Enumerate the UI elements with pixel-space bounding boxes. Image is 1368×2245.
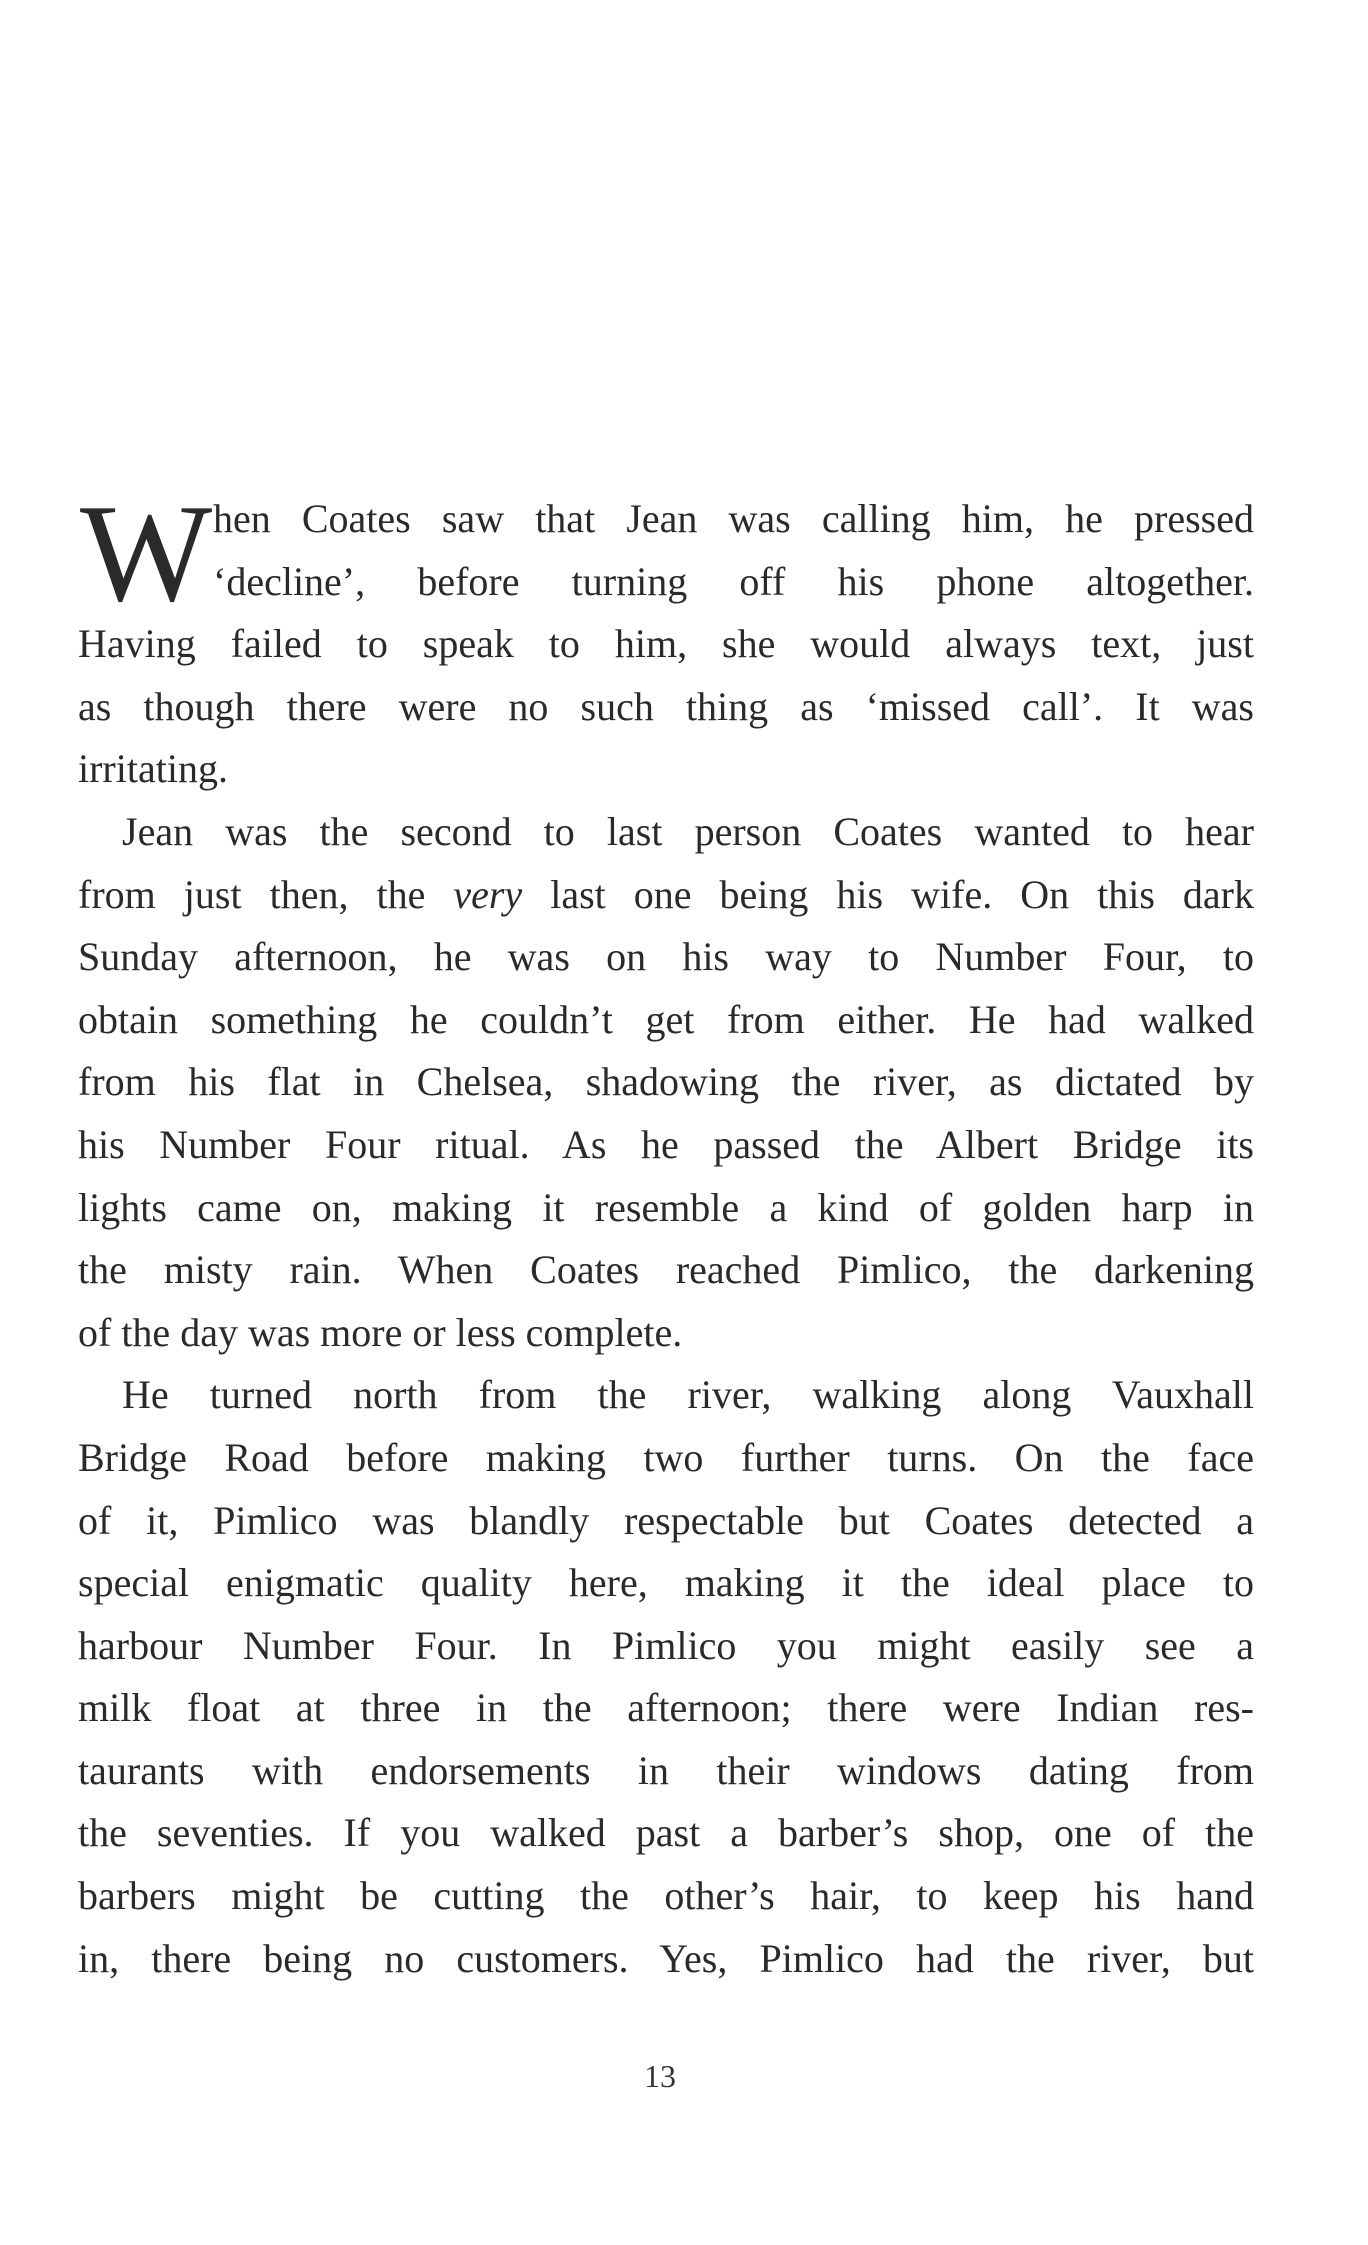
body-text <box>78 488 1254 1990</box>
text-line <box>78 1865 1254 1928</box>
page-number: 13 <box>644 2058 676 2094</box>
text-segment: in, there being no customers. Yes, Pimlico had the river, but <box>78 1935 1254 1981</box>
text-segment: from just then, the <box>78 871 454 917</box>
text-line <box>78 1114 1254 1177</box>
text-line <box>78 1177 1254 1240</box>
text-line <box>78 1051 1254 1114</box>
text-line <box>78 1802 1254 1865</box>
text-line <box>78 1677 1254 1740</box>
text-segment: irritating. <box>78 746 228 792</box>
text-segment: as though there were no such thing as ‘missed call’. It was <box>78 683 1254 729</box>
text-line <box>78 926 1254 989</box>
text-line <box>78 488 1254 551</box>
text-line <box>78 551 1254 614</box>
text-segment: obtain something he couldn’t get from either. He had walked <box>78 996 1254 1042</box>
text-line <box>78 1364 1254 1427</box>
text-segment: taurants with endorsements in their windows dating from <box>78 1747 1254 1793</box>
text-segment: Bridge Road before making two further turns. On the face <box>78 1434 1254 1480</box>
text-segment: barbers might be cutting the other’s hair, to keep his hand <box>78 1873 1254 1919</box>
drop-cap: W <box>80 476 213 631</box>
text-line <box>78 989 1254 1052</box>
text-line <box>78 738 1254 801</box>
text-segment: Having failed to speak to him, she would always text, just <box>78 621 1254 667</box>
text-line <box>78 1490 1254 1553</box>
text-segment: the seventies. If you walked past a barber’s shop, one of the <box>78 1810 1254 1856</box>
text-segment: He turned north from the river, walking along Vauxhall <box>122 1372 1254 1418</box>
text-segment: hen Coates saw that Jean was calling him, he pressed <box>213 496 1254 541</box>
text-line <box>78 1552 1254 1615</box>
text-segment: of it, Pimlico was blandly respectable but Coates detected a <box>78 1497 1254 1543</box>
text-segment: his Number Four ritual. As he passed the Albert Bridge its <box>78 1121 1254 1167</box>
text-line <box>78 1615 1254 1678</box>
text-line <box>78 676 1254 739</box>
text-segment: from his flat in Chelsea, shadowing the river, as dictated by <box>78 1059 1254 1105</box>
text-segment: harbour Number Four. In Pimlico you might easily see a <box>78 1622 1254 1668</box>
text-line <box>78 613 1254 676</box>
text-line <box>78 1740 1254 1803</box>
text-segment: lights came on, making it resemble a kind of golden harp in <box>78 1184 1254 1230</box>
text-line <box>78 1928 1254 1991</box>
text-segment: of the day was more or less complete. <box>78 1309 683 1355</box>
text-line <box>78 1239 1254 1302</box>
text-segment: special enigmatic quality here, making it the ideal place to <box>78 1560 1254 1606</box>
text-segment: last one being his wife. On this dark <box>522 871 1254 917</box>
text-segment: Jean was the second to last person Coates wanted to hear <box>122 808 1254 854</box>
text-line <box>78 801 1254 864</box>
text-line <box>78 1302 1254 1365</box>
italic-text: very <box>453 871 523 917</box>
text-segment: milk float at three in the afternoon; there were Indian res- <box>78 1685 1254 1731</box>
text-segment: the misty rain. When Coates reached Pimlico, the darkening <box>78 1247 1254 1293</box>
text-segment: ‘decline’, before turning off his phone altogether. <box>213 558 1254 604</box>
text-line <box>78 864 1254 927</box>
text-line <box>78 1427 1254 1490</box>
text-segment: Sunday afternoon, he was on his way to Number Four, to <box>78 934 1254 980</box>
